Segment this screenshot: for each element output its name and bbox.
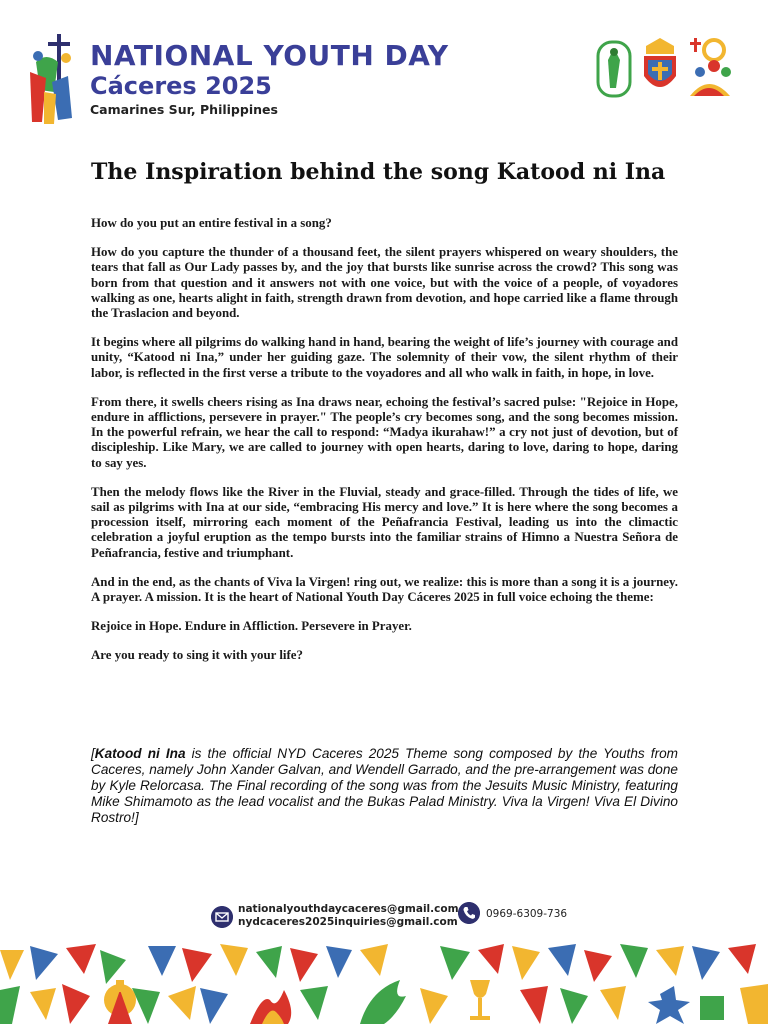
email-link-inquiries[interactable]: nydcaceres2025inquiries@gmail.com <box>238 916 458 928</box>
song-credits-note <box>91 746 678 826</box>
paragraph-question: How do you put an entire festival in a song? <box>91 216 332 230</box>
page-header <box>0 0 768 130</box>
festive-bunting-banner <box>0 940 768 1024</box>
note-open-bracket: [ <box>91 746 95 761</box>
email-link-primary[interactable]: nationalyouthdaycaceres@gmail.com <box>238 903 459 915</box>
nyd-emblem-logo <box>26 32 80 126</box>
paragraph-closing-question: Are you ready to sing it with your life? <box>91 648 303 663</box>
paragraph-theme: Rejoice in Hope. Endure in Affliction. Persevere in Prayer. <box>91 619 412 634</box>
youth-ministry-logo <box>684 36 734 100</box>
document-title: The Inspiration behind the song Katood ni Ina <box>91 159 666 185</box>
archdiocese-crest-logo <box>638 36 682 100</box>
event-title-block <box>90 40 449 119</box>
diocese-logo <box>596 38 632 100</box>
article-body <box>91 216 678 678</box>
phone-number[interactable]: 0969-6309-736 <box>486 908 568 920</box>
contact-bar <box>0 902 768 934</box>
event-title: NATIONAL YOUTH DAY <box>90 39 449 72</box>
paragraph-melody: Then the melody flows like the River in the Fluvial, steady and grace-filled. Through the tides of life, we sail as pilgrims with Ina at our side, “embracing His mercy and love.” It is here where the song becomes a procession itself, mirroring each moment of the Peñafrancia Festival, leading us into the climactic celebration a joyful eruption as the tempo bursts into the familiar strains of Himno a Nuestra Señora de Peñafrancia, festive and triumphant. <box>91 484 678 560</box>
paragraph-end: And in the end, as the chants of Viva la Virgen! ring out, we realize: this is more than a song it is a journey. A prayer. A mission. It is the heart of National Youth Day Cáceres 2025 in full voice echoing the theme: <box>91 574 678 605</box>
email-list <box>238 903 459 929</box>
event-subtitle: Cáceres 2025 <box>90 72 272 100</box>
email-icon <box>211 906 233 928</box>
paragraph-swells: From there, it swells cheers rising as Ina draws near, echoing the festival’s sacred pulse: "Rejoice in Hope, endure in afflictions, persevere in prayer." The people’s cry becomes song, and the song becomes mission. In the powerful refrain, we hear the call to respond: “Madya ikurahaw!” a cry not just of devotion, but of discipleship. Like Mary, we are called to journey with open hearts, daring to love, daring to hope, daring to say yes. <box>91 394 678 470</box>
paragraph-begins: It begins where all pilgrims do walking hand in hand, bearing the weight of life’s journey with courage and unity, “Katood ni Ina,” under her guiding gaze. The solemnity of their vow, the silent rhythm of their labor, is reflected in the first verse a tribute to the voyadores and all who walk in faith, in hope, in love. <box>91 335 678 380</box>
event-location: Camarines Sur, Philippines <box>90 102 278 117</box>
paragraph-capture: How do you capture the thunder of a thousand feet, the silent prayers whispered on weary shoulders, the tears that fall as Our Lady passes by, and the joy that bursts like sunrise across the crowd? This song was born from that question and it answers not with one voice, but with the voice of a people, of voyadores walking as one, hearts alight in faith, strength drawn from devotion, and hope carried like a flame through the Traslacion and beyond. <box>91 245 678 321</box>
note-credits-text: is the official NYD Caceres 2025 Theme song composed by the Youths from Caceres, namely John Xander Galvan, and Wendell Garrado, and the pre-arrangement was done by Kyle Relorcasa. The Final recording of the song was from the Jesuits Music Ministry, featuring Mike Shimamoto as the lead vocalist and the Bukas Palad Ministry. Viva la Virgen! Viva El Divino Rostro!] <box>91 746 678 825</box>
phone-icon <box>458 902 480 924</box>
note-song-title: Katood ni Ina <box>94 746 186 761</box>
